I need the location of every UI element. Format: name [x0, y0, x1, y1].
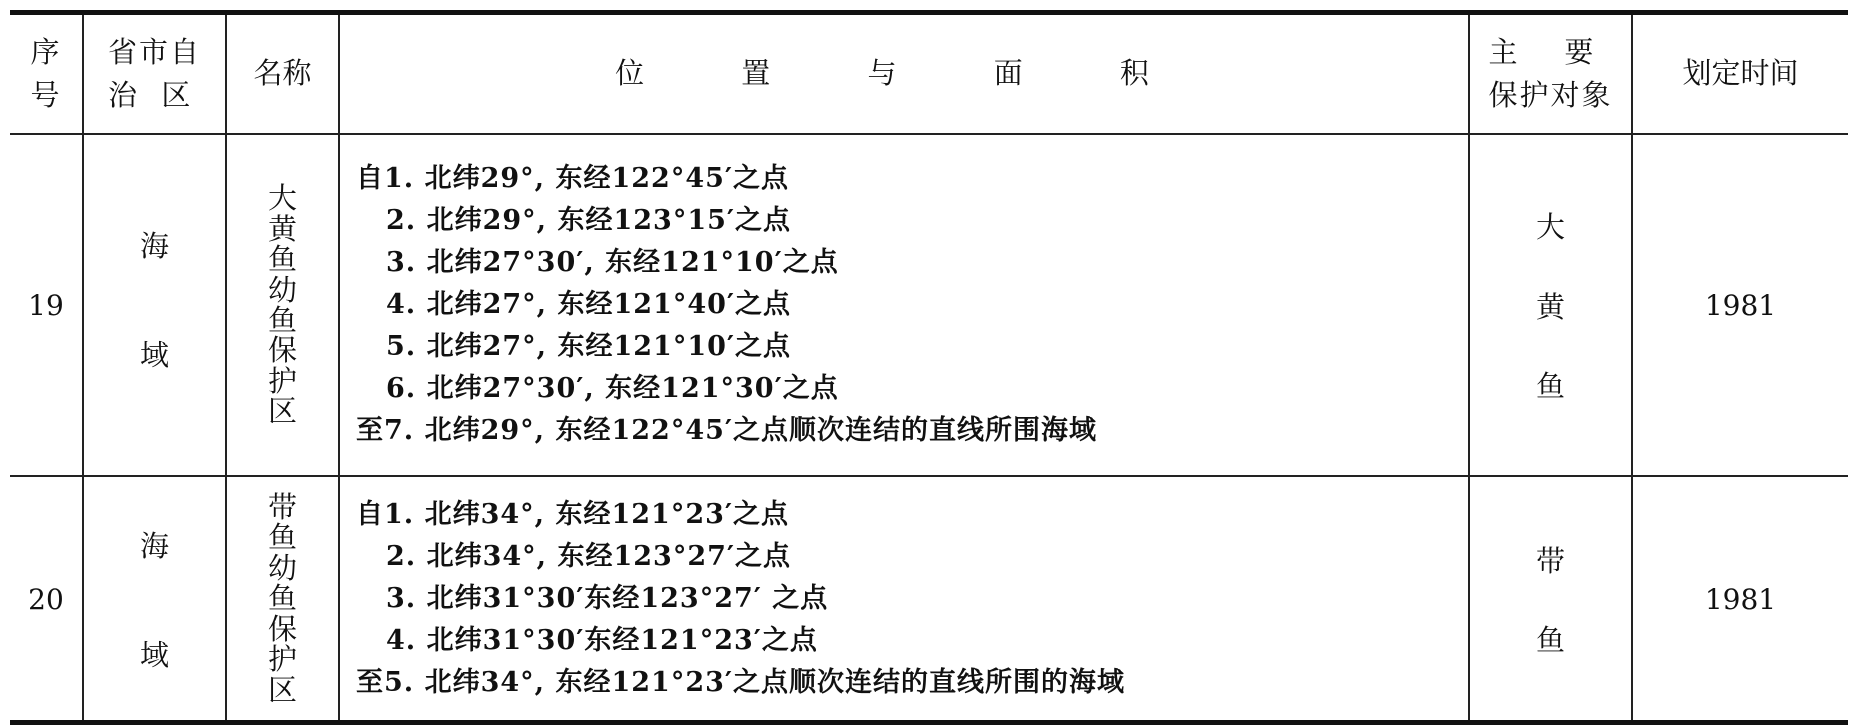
- header-time: [1632, 13, 1848, 135]
- province-char: 域: [139, 637, 169, 672]
- name-char: 鱼: [267, 242, 297, 277]
- seq-cell: [10, 134, 83, 476]
- table-row: [10, 134, 1848, 476]
- header-province-line2: 治 区: [107, 78, 193, 112]
- position-line: 4. 北纬27°, 东经121°40′之点: [386, 289, 792, 320]
- header-seq-line1: 序: [30, 34, 62, 69]
- header-time-label: 划定时间: [1682, 56, 1799, 91]
- province-char: 海: [139, 229, 169, 263]
- object-char: 鱼: [1535, 622, 1565, 657]
- object-cell: [1469, 476, 1632, 723]
- name-char: 黄: [267, 211, 297, 246]
- position-line: 2. 北纬29°, 东经123°15′之点: [386, 205, 792, 236]
- position-line: 至5. 北纬34°, 东经121°23′之点顺次连结的直线所围的海域: [356, 666, 1126, 698]
- object-char: 带: [1535, 543, 1565, 578]
- header-seq-line2: 号: [30, 78, 62, 112]
- position-line: 至7. 北纬29°, 东经122°45′之点顺次连结的直线所围海域: [356, 415, 1098, 446]
- name-char: 护: [267, 363, 297, 398]
- header-province-line1: 省市自: [107, 34, 201, 69]
- position-line: 4. 北纬31°30′东经121°23′之点: [386, 624, 818, 656]
- name-char: 护: [267, 642, 297, 677]
- position-cell: [339, 476, 1469, 723]
- object-cell: [1469, 134, 1632, 476]
- position-line: 自1. 北纬29°, 东经122°45′之点: [356, 163, 790, 194]
- seq-value: 19: [28, 289, 64, 322]
- protected-areas-table: [10, 10, 1848, 725]
- name-char: 幼: [267, 550, 297, 585]
- name-char: 区: [267, 672, 297, 707]
- header-object-line1: 主 要: [1488, 34, 1596, 69]
- header-name-label: 名称: [253, 56, 312, 91]
- position-line: 6. 北纬27°30′, 东经121°30′之点: [386, 373, 839, 404]
- header-object-line2: 保护对象: [1488, 78, 1613, 112]
- table-row: [10, 476, 1848, 723]
- province-char: 海: [139, 528, 169, 563]
- name-char: 幼: [267, 272, 297, 307]
- name-char: 鱼: [267, 520, 297, 555]
- province-char: 域: [139, 338, 169, 372]
- name-char: 保: [267, 333, 297, 368]
- time-value: 1981: [1704, 289, 1777, 322]
- object-char: 鱼: [1535, 369, 1565, 403]
- time-cell: [1632, 134, 1848, 476]
- province-cell: [83, 476, 226, 723]
- province-cell: [83, 134, 226, 476]
- header-position: [339, 13, 1469, 135]
- header-object: [1469, 13, 1632, 135]
- position-line: 2. 北纬34°, 东经123°27′之点: [386, 540, 792, 572]
- position-line: 3. 北纬31°30′东经123°27′ 之点: [386, 582, 829, 614]
- name-cell: [226, 134, 339, 476]
- name-char: 大: [267, 181, 297, 216]
- name-char: 鱼: [267, 303, 297, 337]
- position-line: 自1. 北纬34°, 东经121°23′之点: [356, 498, 790, 530]
- time-cell: [1632, 476, 1848, 723]
- position-line: 5. 北纬27°, 东经121°10′之点: [386, 331, 792, 362]
- name-char: 保: [267, 611, 297, 646]
- object-char: 大: [1535, 210, 1565, 244]
- seq-value: 20: [28, 582, 64, 616]
- position-line: 3. 北纬27°30′, 东经121°10′之点: [386, 247, 839, 278]
- name-cell: [226, 476, 339, 723]
- header-position-label: 位 置 与 面 积: [615, 56, 1193, 91]
- header-province: [83, 13, 226, 135]
- name-char: 鱼: [267, 581, 297, 616]
- time-value: 1981: [1704, 582, 1777, 616]
- header-seq: [10, 13, 83, 135]
- name-char: 区: [267, 394, 297, 429]
- seq-cell: [10, 476, 83, 723]
- position-cell: [339, 134, 1469, 476]
- object-char: 黄: [1535, 289, 1565, 324]
- name-char: 带: [267, 489, 297, 524]
- header-row: [10, 13, 1848, 135]
- header-name: [226, 13, 339, 135]
